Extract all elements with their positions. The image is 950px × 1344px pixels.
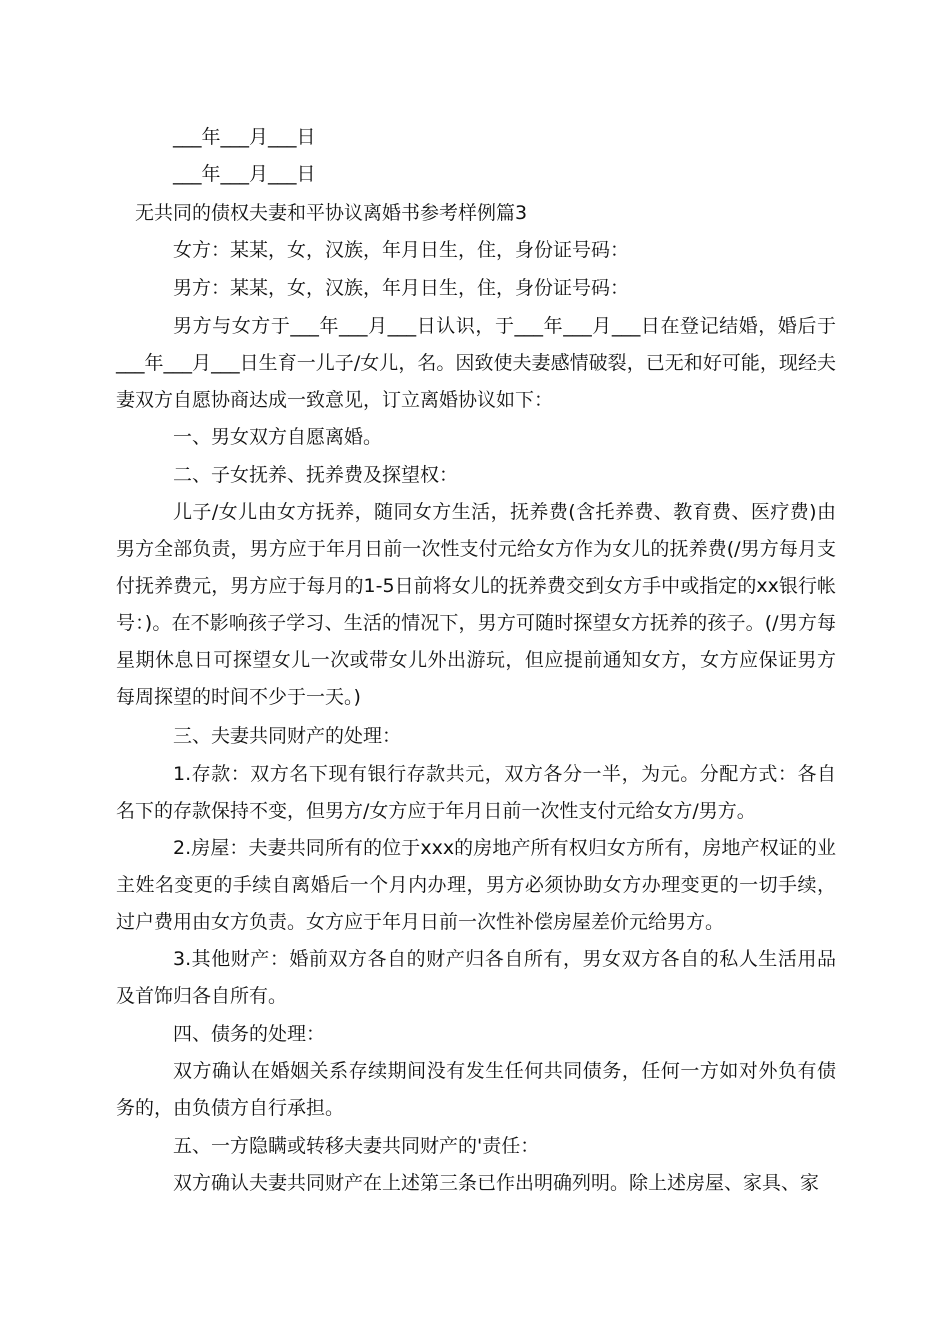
clause-paragraph: 双方确认夫妻共同财产在上述第三条已作出明确列明。除上述房屋、家具、家: [173, 1172, 820, 1194]
intro-paragraph: 男方与女方于___年___月___日认识，于___年___月___日在登记结婚，婚后于___年___月___日生育一儿子/女儿，名。因致使夫妻感情破裂，已无和好可能，现经夫妻双方自愿协商达成一致意见，订立离婚协议如下：: [116, 315, 836, 411]
date-line: ___年___月___日: [173, 126, 316, 148]
clause-paragraph: 双方确认在婚姻关系存续期间没有发生任何共同债务，任何一方如对外负有债务的，由负债方自行承担。: [116, 1060, 836, 1119]
woman-info: 女方：某某，女，汉族，年月日生，住，身份证号码：: [173, 239, 630, 261]
date-line: ___年___月___日: [173, 163, 316, 185]
clause-heading: 四、债务的处理：: [173, 1023, 326, 1045]
clause-heading: 二、子女抚养、抚养费及探望权：: [173, 464, 459, 486]
clause-paragraph: 3.其他财产：婚前双方各自的财产归各自所有，男女双方各自的私人生活用品及首饰归各自所有。: [116, 948, 836, 1007]
man-info: 男方：某某，女，汉族，年月日生，住，身份证号码：: [173, 277, 630, 299]
clause-heading: 三、夫妻共同财产的处理：: [173, 725, 402, 747]
clause-paragraph: 2.房屋：夫妻共同所有的位于xxx的房地产所有权归女方所有，房地产权证的业主姓名变更的手续自离婚后一个月内办理，男方必须协助女方办理变更的一切手续，过户费用由女方负责。女方应于年月日前一次性补偿房屋差价元给男方。: [116, 837, 836, 933]
clause-paragraph: 1.存款：双方名下现有银行存款共元，双方各分一半，为元。分配方式：各自名下的存款保持不变，但男方/女方应于年月日前一次性支付元给女方/男方。: [116, 763, 836, 822]
clause-heading: 一、男女双方自愿离婚。: [173, 426, 383, 448]
clause-paragraph: 儿子/女儿由女方抚养，随同女方生活，抚养费(含托养费、教育费、医疗费)由男方全部负责，男方应于年月日前一次性支付元给女方作为女儿的抚养费(/男方每月支付抚养费元，男方应于每月的1-5日前将女儿的抚养费交到女方手中或指定的xx银行帐号：)。在不影响孩子学习、生活的情况下，男方可随时探望女方抚养的孩子。(/男方每星期休息日可探望女儿一次或带女儿外出游玩，但应提前通知女方，女方应保证男方每周探望的时间不少于一天。): [116, 501, 836, 708]
section-title: 无共同的债权夫妻和平协议离婚书参考样例篇3: [135, 202, 528, 224]
clause-heading: 五、一方隐瞒或转移夫妻共同财产的'责任：: [173, 1135, 540, 1157]
